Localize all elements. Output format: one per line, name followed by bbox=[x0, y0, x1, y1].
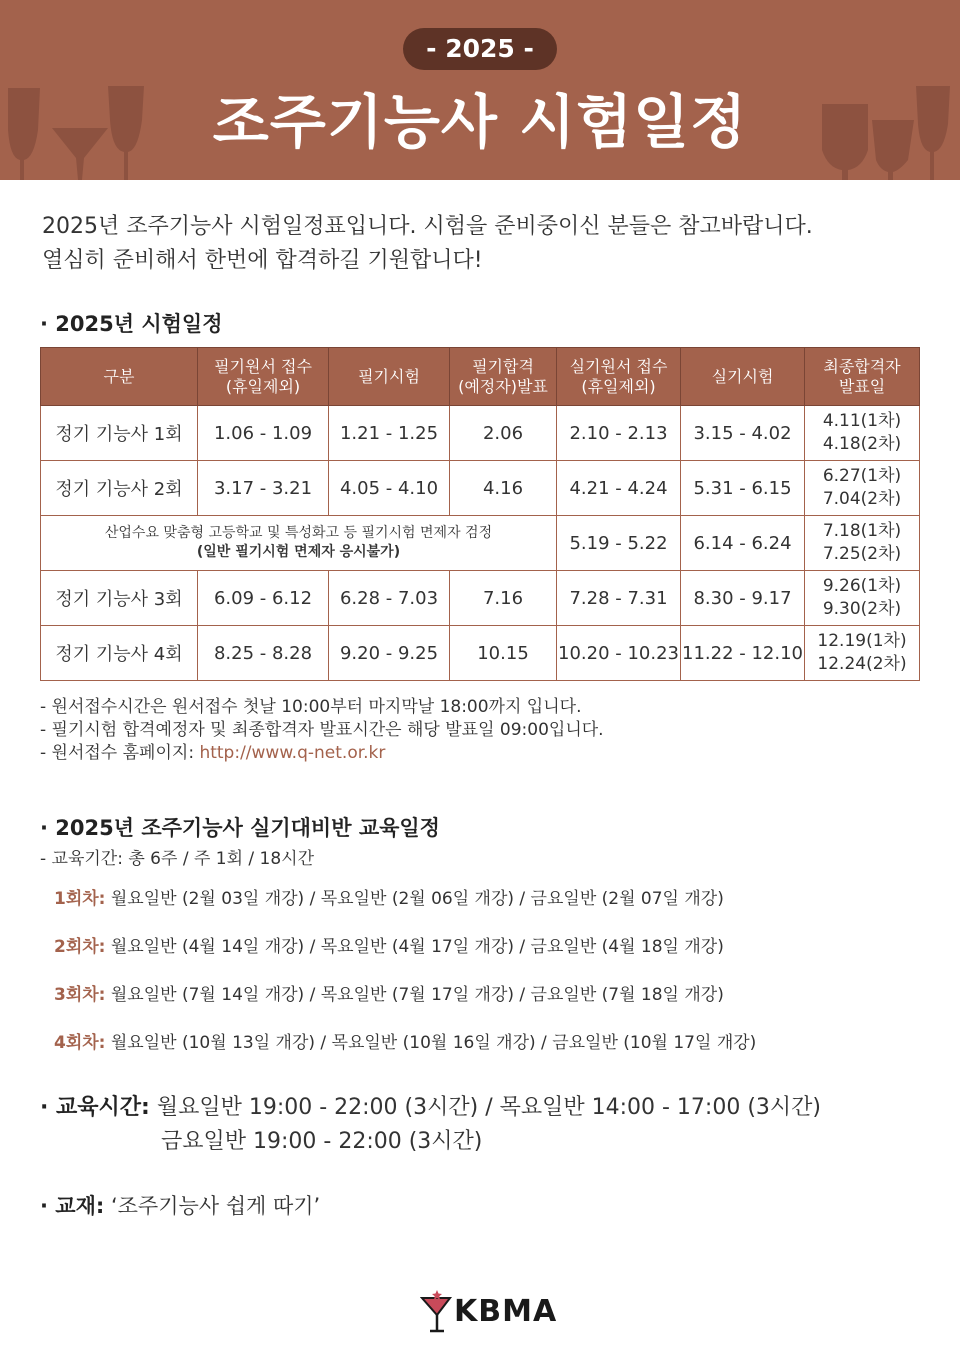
row-name: 정기 기능사 4회 bbox=[41, 626, 198, 681]
intro-line: 열심히 준비해서 한번에 합격하길 기원합니다! bbox=[42, 248, 483, 273]
practical-apply-cell: 7.28 - 7.31 bbox=[557, 571, 681, 626]
header-banner bbox=[0, 0, 960, 180]
final-result-cell: 9.26(1차) 9.30(2차) bbox=[805, 571, 920, 626]
header-written-result: 필기합격 (예정자)발표 bbox=[450, 348, 557, 406]
education-round bbox=[54, 1028, 756, 1053]
round-label: 4회차: bbox=[54, 1033, 106, 1053]
time-line bbox=[40, 1091, 821, 1125]
header-practical-exam: 실기시험 bbox=[681, 348, 805, 406]
book-title: ‘조주기능사 쉽게 따기’ bbox=[104, 1194, 321, 1218]
cocktail-glass-icon bbox=[420, 1288, 454, 1336]
round-label: 1회차: bbox=[54, 889, 106, 909]
row-name: 정기 기능사 2회 bbox=[41, 461, 198, 516]
header-category: 구분 bbox=[41, 348, 198, 406]
intro-text bbox=[42, 210, 922, 278]
row-name: 정기 기능사 3회 bbox=[41, 571, 198, 626]
header-final-result: 최종합격자 발표일 bbox=[805, 348, 920, 406]
education-period: - 교육기간: 총 6주 / 주 1회 / 18시간 bbox=[40, 849, 315, 869]
written-result-cell: 4.16 bbox=[450, 461, 557, 516]
education-section-title: · 2025년 조주기능사 실기대비반 교육일정 bbox=[40, 816, 440, 840]
homepage-link[interactable]: http://www.q-net.or.kr bbox=[199, 743, 386, 763]
time-line: 금요일반 19:00 - 22:00 (3시간) bbox=[161, 1129, 483, 1154]
homepage-label: - 원서접수 홈페이지: bbox=[40, 743, 200, 763]
written-exam-cell: 1.21 - 1.25 bbox=[329, 406, 450, 461]
practical-apply-cell: 10.20 - 10.23 bbox=[557, 626, 681, 681]
final-result-cell: 7.18(1차) 7.25(2차) bbox=[805, 516, 920, 571]
special-exam-note: 산업수요 맞춤형 고등학교 및 특성화고 등 필기시험 면제자 검정 (일반 필기시험 면제자 응시불가) bbox=[41, 516, 557, 571]
header-practical-apply: 실기원서 접수 (휴일제외) bbox=[557, 348, 681, 406]
written-exam-cell: 4.05 - 4.10 bbox=[329, 461, 450, 516]
written-exam-cell: 9.20 - 9.25 bbox=[329, 626, 450, 681]
written-result-cell: 2.06 bbox=[450, 406, 557, 461]
textbook bbox=[40, 1190, 320, 1220]
row-name: 정기 기능사 1회 bbox=[41, 406, 198, 461]
final-result-cell: 12.19(1차) 12.24(2차) bbox=[805, 626, 920, 681]
practical-exam-cell: 8.30 - 9.17 bbox=[681, 571, 805, 626]
practical-exam-cell: 11.22 - 12.10 bbox=[681, 626, 805, 681]
kbma-logo bbox=[420, 1288, 558, 1336]
exam-schedule-table bbox=[40, 347, 920, 681]
note-line bbox=[40, 742, 604, 765]
table-row bbox=[41, 571, 920, 626]
book-label: · 교재: bbox=[40, 1194, 105, 1218]
intro-line: 2025년 조주기능사 시험일정표입니다. 시험을 준비중이신 분들은 참고바랍니다. bbox=[42, 214, 813, 239]
education-round bbox=[54, 884, 724, 909]
final-result-cell: 4.11(1차) 4.18(2차) bbox=[805, 406, 920, 461]
time-label: · 교육시간: bbox=[40, 1095, 150, 1120]
education-round bbox=[54, 932, 724, 957]
round-text: 월요일반 (7월 14일 개강) / 목요일반 (7월 17일 개강) / 금요일반 (7월 18일 개강) bbox=[105, 985, 724, 1005]
written-apply-cell: 3.17 - 3.21 bbox=[198, 461, 329, 516]
year-badge: - 2025 - bbox=[403, 28, 557, 70]
written-apply-cell: 6.09 - 6.12 bbox=[198, 571, 329, 626]
written-result-cell: 7.16 bbox=[450, 571, 557, 626]
logo-text: KBMA bbox=[454, 1294, 558, 1329]
table-row bbox=[41, 406, 920, 461]
education-round bbox=[54, 980, 724, 1005]
round-text: 월요일반 (10월 13일 개강) / 목요일반 (10월 16일 개강) / 금요일반 (10월 17일 개강) bbox=[105, 1033, 757, 1053]
education-time bbox=[40, 1091, 821, 1159]
written-apply-cell: 8.25 - 8.28 bbox=[198, 626, 329, 681]
practical-exam-cell: 5.31 - 6.15 bbox=[681, 461, 805, 516]
practical-exam-cell: 3.15 - 4.02 bbox=[681, 406, 805, 461]
page-title: 조주기능사 시험일정 bbox=[212, 88, 748, 156]
final-result-cell: 6.27(1차) 7.04(2차) bbox=[805, 461, 920, 516]
table-header-row bbox=[41, 348, 920, 406]
header-written-apply: 필기원서 접수 (휴일제외) bbox=[198, 348, 329, 406]
practical-apply-cell: 4.21 - 4.24 bbox=[557, 461, 681, 516]
schedule-section-title: · 2025년 시험일정 bbox=[40, 312, 223, 336]
written-exam-cell: 6.28 - 7.03 bbox=[329, 571, 450, 626]
table-row bbox=[41, 461, 920, 516]
written-apply-cell: 1.06 - 1.09 bbox=[198, 406, 329, 461]
schedule-notes bbox=[40, 696, 604, 765]
round-text: 월요일반 (2월 03일 개강) / 목요일반 (2월 06일 개강) / 금요일반 (2월 07일 개강) bbox=[105, 889, 724, 909]
round-label: 2회차: bbox=[54, 937, 106, 957]
round-label: 3회차: bbox=[54, 985, 106, 1005]
table-row-special bbox=[41, 516, 920, 571]
written-result-cell: 10.15 bbox=[450, 626, 557, 681]
table-row bbox=[41, 626, 920, 681]
round-text: 월요일반 (4월 14일 개강) / 목요일반 (4월 17일 개강) / 금요일반 (4월 18일 개강) bbox=[105, 937, 724, 957]
practical-apply-cell: 5.19 - 5.22 bbox=[557, 516, 681, 571]
practical-apply-cell: 2.10 - 2.13 bbox=[557, 406, 681, 461]
note-line: - 원서접수시간은 원서접수 첫날 10:00부터 마지막날 18:00까지 입니다. bbox=[40, 697, 582, 717]
note-line: - 필기시험 합격예정자 및 최종합격자 발표시간은 해당 발표일 09:00입니다. bbox=[40, 720, 604, 740]
header-written-exam: 필기시험 bbox=[329, 348, 450, 406]
practical-exam-cell: 6.14 - 6.24 bbox=[681, 516, 805, 571]
time-text: 월요일반 19:00 - 22:00 (3시간) / 목요일반 14:00 - 17:00 (3시간) bbox=[149, 1095, 821, 1120]
